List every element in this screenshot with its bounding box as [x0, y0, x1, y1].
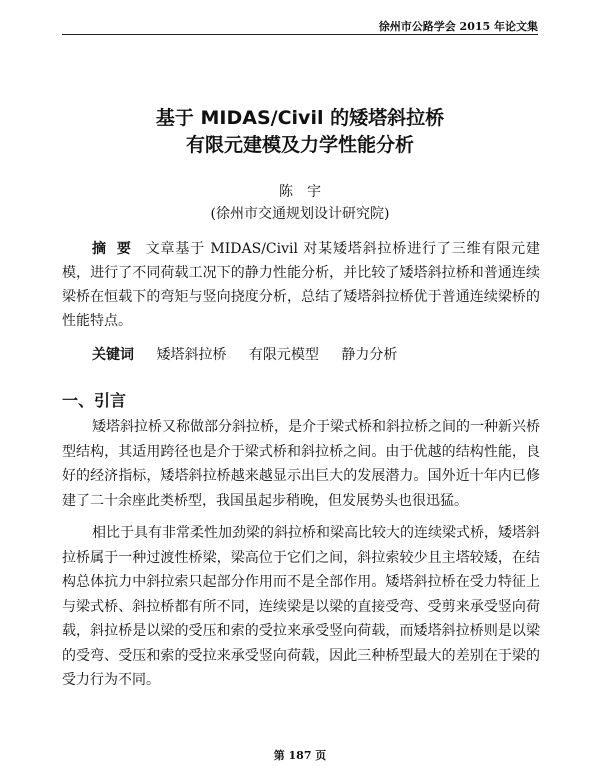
section-body	[62, 415, 540, 701]
keywords-label: 关键词	[92, 347, 134, 363]
paper-title-line-2: 有限元建模及力学性能分析	[185, 134, 414, 156]
author-affiliation: (徐州市交通规划设计研究院)	[210, 206, 390, 222]
abstract-text: 文章基于 MIDAS/Civil 对某矮塔斜拉桥进行了三维有限元建模，进行了不同荷载工况下的静力性能分析，并比较了矮塔斜拉桥和普通连续梁桥在恒载下的弯矩与竖向挠度分析，总结了矮塔斜拉桥优于普通连续梁桥的性能特点。	[62, 241, 540, 329]
abstract	[62, 237, 540, 333]
keyword: 静力分析	[341, 347, 398, 363]
abstract-label: 摘要	[92, 241, 142, 257]
paper-title-line-1: 基于 MIDAS/Civil 的矮塔斜拉桥	[155, 107, 445, 129]
body-paragraph: 矮塔斜拉桥又称做部分斜拉桥，是介于梁式桥和斜拉桥之间的一种新兴桥型结构，其适用跨径也是介于梁式桥和斜拉桥之间。由于优越的结构性能，良好的经济指标，矮塔斜拉桥越来越显示出巨大的发展潜力。国外近十年内已修建了二十余座此类桥型，我国虽起步稍晚，但发展势头也很迅猛。	[62, 419, 540, 509]
page-number: 第 187 页	[273, 749, 327, 762]
section-heading: 一、引言	[62, 391, 127, 410]
keyword: 矮塔斜拉桥	[156, 347, 227, 363]
author-name: 陈宇	[279, 184, 335, 200]
header-rule	[62, 34, 538, 35]
keywords	[92, 343, 538, 367]
running-head: 徐州市公路学会 2015 年论文集	[378, 20, 538, 33]
body-paragraph: 相比于具有非常柔性加劲梁的斜拉桥和梁高比较大的连续梁式桥，矮塔斜拉桥属于一种过渡性桥梁，梁高位于它们之间，斜拉索较少且主塔较矮，在结构总体抗力中斜拉索只起部分作用而不是全部作用。矮塔斜拉桥在受力特征上与梁式桥、斜拉桥都有所不同，连续梁是以梁的直接受弯、受剪来承受竖向荷载，斜拉桥是以梁的受压和索的受拉来承受竖向荷载，而矮塔斜拉桥则是以梁的受弯、受压和索的受拉来承受竖向荷载，因此三种桥型最大的差别在于梁的受力行为不同。	[62, 525, 540, 688]
keyword: 有限元模型	[248, 347, 319, 363]
